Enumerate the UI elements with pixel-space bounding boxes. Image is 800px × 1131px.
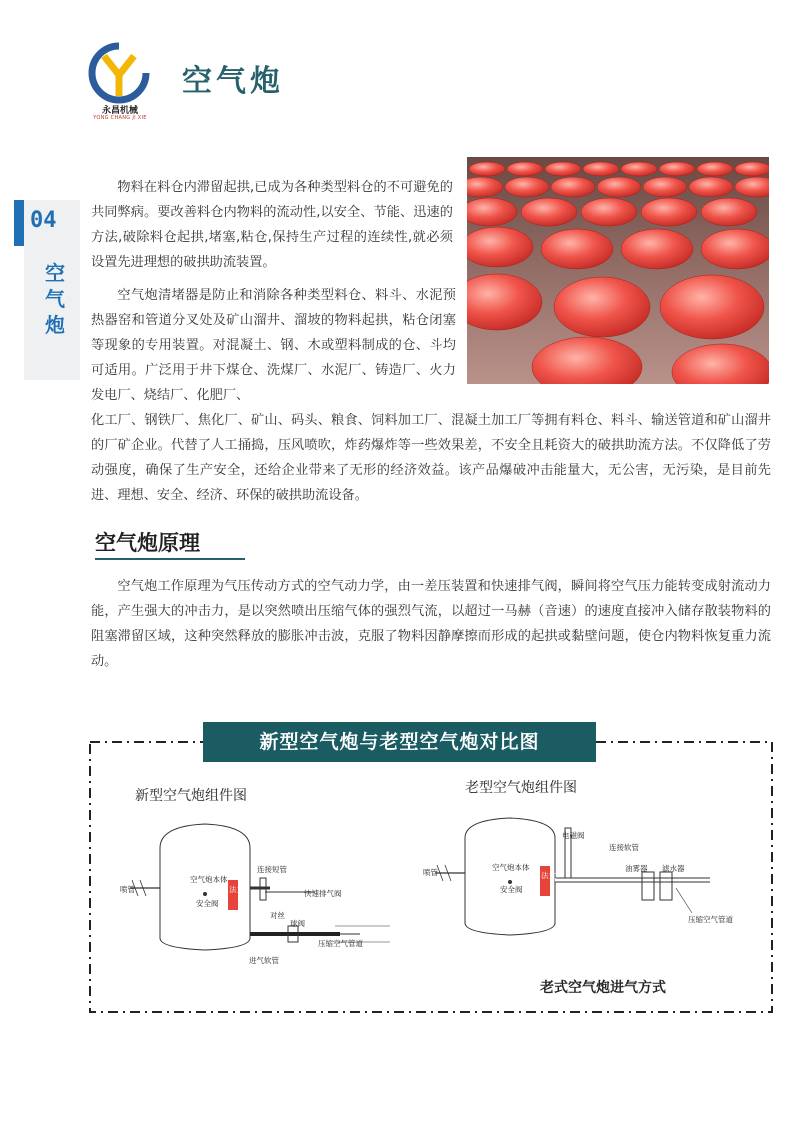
new-label-inlet-hose: 进气软管 bbox=[249, 956, 279, 965]
new-label-nozzle: 喷管 bbox=[120, 885, 135, 894]
old-label-nozzle: 喷管 bbox=[423, 868, 438, 877]
new-label-safety: 安全阀 bbox=[196, 899, 219, 908]
new-label-flange: 对丝 bbox=[270, 911, 285, 920]
chapter-marker bbox=[14, 200, 24, 246]
brand-name-en: YONG CHANG JI XIE bbox=[93, 115, 147, 121]
brand-logo-icon bbox=[88, 42, 150, 104]
intro-paragraph-1: 物料在料仓内滞留起拱,已成为各种类型料仓的不可避免的共同弊病。要改善料仓内物料的流动性,以安全、节能、迅速的方法,破除料仓起拱,堵塞,粘仓,保持生产过程的连续性,就必须设置先进理想的破拱助流装置。 bbox=[91, 180, 453, 270]
comparison-banner: 新型空气炮与老型空气炮对比图 bbox=[203, 722, 596, 762]
new-diagram-title: 新型空气炮组件图 bbox=[135, 788, 247, 804]
old-label-hose: 连接软管 bbox=[609, 843, 639, 852]
old-label-body: 空气炮本体 bbox=[492, 863, 530, 872]
new-label-connector: 连接短管 bbox=[257, 865, 287, 874]
new-label-quick-valve: 快速排气阀 bbox=[304, 889, 342, 898]
chapter-number: 04 bbox=[30, 208, 57, 233]
old-red-tag: 法兰 bbox=[541, 871, 556, 880]
principle-paragraph: 空气炮工作原理为气压传动方式的空气动力学，由一差压装置和快速排气阀，瞬间将空气压力能转变成射流动力能，产生强大的冲击力，是以突然喷出压缩气体的强烈气流，以超过一马赫（音速）的速度直接冲入储存散装物料的阻塞滞留区域，这种突然释放的膨胀冲击波，克服了物料因静摩擦而形成的起拱或黏壁问题，使仓内物料恢复重力流动。 bbox=[91, 579, 771, 669]
intro-paragraph-2a: 空气炮清堵器是防止和消除各种类型料仓、料斗、水泥预热器窑和管道分叉处及矿山溜井、溜坡的物料起拱，粘仓闭塞等现象的专用装置。对混凝土、钢、木或塑料制成的仓、斗均可适用。广泛用于井下煤仓、洗煤厂、水泥厂、铸造厂、火力发电厂、烧结厂、化肥厂、 bbox=[91, 288, 456, 403]
page-title: 空气炮 bbox=[182, 64, 284, 99]
new-label-ball-valve: 球阀 bbox=[290, 919, 305, 928]
old-diagram-title: 老型空气炮组件图 bbox=[465, 780, 577, 796]
old-label-solenoid: 电磁阀 bbox=[562, 831, 585, 840]
new-label-body: 空气炮本体 bbox=[190, 875, 228, 884]
old-label-mist: 油雾器 bbox=[625, 864, 648, 873]
intro-paragraph-2b: 化工厂、钢铁厂、焦化厂、矿山、码头、粮食、饲料加工厂、混凝土加工厂等拥有料仓、料斗、输送管道和矿山溜井的厂矿企业。代替了人工捅捣，压风喷吹，炸药爆炸等一些效果差，不安全且耗资大的破拱助流方法。不仅降低了劳动强度，确保了生产安全，还给企业带来了无形的经济效益。该产品爆破冲击能量大，无公害，无污染，是目前先进、理想、安全、经济、环保的破拱助流设备。 bbox=[91, 413, 771, 503]
new-cannon-diagram bbox=[110, 808, 410, 968]
new-label-air-pipe: 压缩空气管道 bbox=[318, 939, 363, 948]
old-label-safety: 安全阀 bbox=[500, 885, 523, 894]
new-red-tag: 法兰 bbox=[229, 885, 244, 894]
product-photo bbox=[467, 157, 769, 384]
brand-name: 永昌机械 bbox=[101, 106, 138, 116]
section-heading-principle: 空气炮原理 bbox=[95, 531, 200, 555]
chapter-title: 空气炮 bbox=[45, 261, 65, 337]
old-label-filter: 滤水器 bbox=[662, 864, 685, 873]
old-diagram-caption: 老式空气炮进气方式 bbox=[540, 980, 666, 996]
old-label-air-pipe: 压缩空气管道 bbox=[688, 915, 733, 924]
section-underline bbox=[95, 558, 245, 560]
